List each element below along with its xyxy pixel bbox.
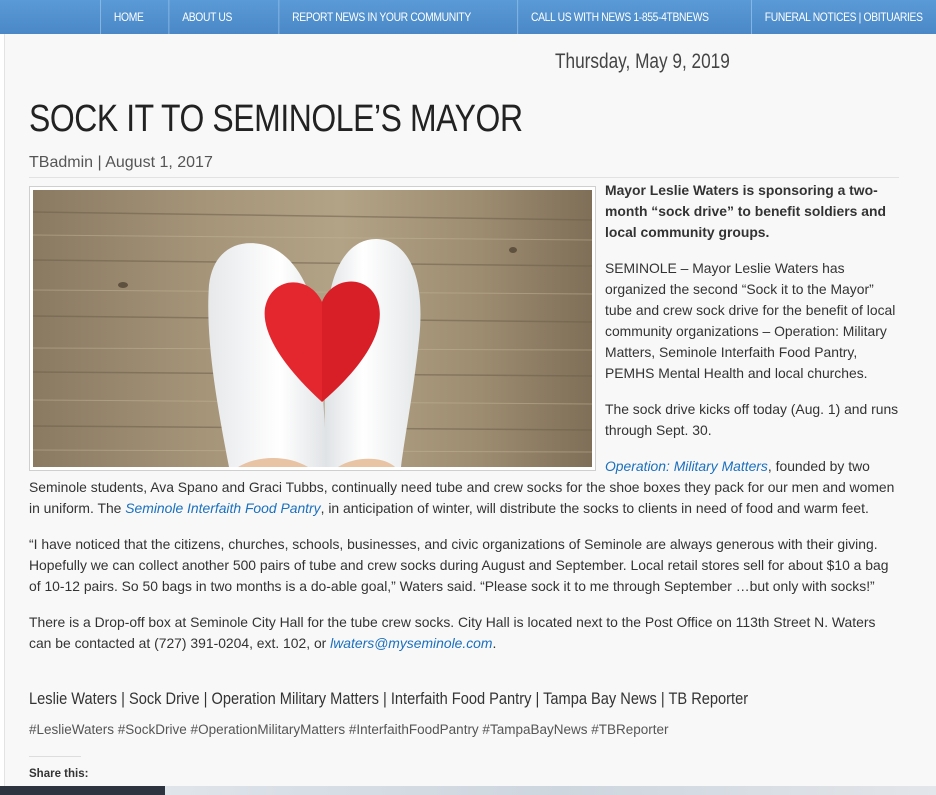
operation-military-matters-link[interactable]: Operation: Military Matters [605,458,768,474]
byline-divider [29,177,899,178]
paragraph-3-text-a: , founded by two Seminole students, Ava Spano and Graci Tubbs, continually need tube and crew socks for the shoe boxes they pack for our men and women in uniform. The [29,458,895,516]
nav-funeral-notices[interactable]: FUNERAL NOTICES | OBITUARIES [752,0,936,34]
article-paragraph-2: The sock drive kicks off today (Aug. 1) and runs through Sept. 30. [605,401,899,438]
current-date: Thursday, May 9, 2019 [555,50,730,73]
article-lede: Mayor Leslie Waters is sponsoring a two-month “sock drive” to benefit soldiers and local community groups. [605,182,886,240]
nav-home[interactable]: HOME [100,0,156,34]
paragraph-5-end: . [492,635,497,651]
byline-separator: | [93,154,106,171]
article-hashtags: #LeslieWaters #SockDrive #OperationMilitaryMatters #InterfaithFoodPantry #TampaBayNews #TBReporter [29,722,669,737]
article-body [29,180,899,669]
nav-report-news[interactable]: REPORT NEWS IN YOUR COMMUNITY [279,0,484,34]
main-nav [91,0,936,34]
paragraph-3-text-b: , in anticipation of winter, will distribute the socks to clients in need of food and warm feet. [320,500,869,516]
nav-call-us[interactable]: CALL US WITH NEWS 1-855-4TBNEWS [517,0,721,34]
top-navigation-bar [0,0,936,34]
article-paragraph-1: SEMINOLE – Mayor Leslie Waters has organized the second “Sock it to the Mayor” tube and crew sock drive for the benefit of local community organizations – Operation: Military Matters, Seminole Interfaith Food Pantry, PEMHS Mental Health and local churches. [605,260,896,381]
article-tags[interactable]: Leslie Waters | Sock Drive | Operation Military Matters | Interfaith Food Pantry | Tampa Bay News | TB Reporter [29,689,749,708]
article-title: SOCK IT TO SEMINOLE’S MAYOR [29,98,523,140]
image-float-spacer [29,180,605,460]
interfaith-food-pantry-link[interactable]: Seminole Interfaith Food Pantry [125,500,321,516]
article-paragraph-3 [29,456,899,519]
paragraph-5-text: There is a Drop-off box at Seminole City Hall for the tube crew socks. City Hall is located next to the Post Office on 113th Street N. Waters can be contacted at (727) 391-0204, ext. 102, or [29,614,876,651]
published-date: August 1, 2017 [105,154,213,171]
nav-about-us[interactable]: ABOUT US [169,0,245,34]
author-name[interactable]: TBadmin [29,154,94,171]
share-divider [29,756,81,757]
share-heading: Share this: [29,768,89,780]
email-link[interactable]: lwaters@myseminole.com [330,635,493,651]
article-paragraph-4: “I have noticed that the citizens, churches, schools, businesses, and civic organizations of Seminole are always generous with their giving. Hopefully we can collect another 500 pairs of tube and crew socks during August and September. Local retail stores sell for about $10 a bag of 10-12 pairs. So 50 bags in two months is a do-able goal,” Waters said. “Please sock it to me through September …but only with socks!” [29,536,889,594]
article-paragraph-5 [29,612,899,654]
article-byline [29,154,213,172]
os-taskbar-edge [0,786,165,795]
